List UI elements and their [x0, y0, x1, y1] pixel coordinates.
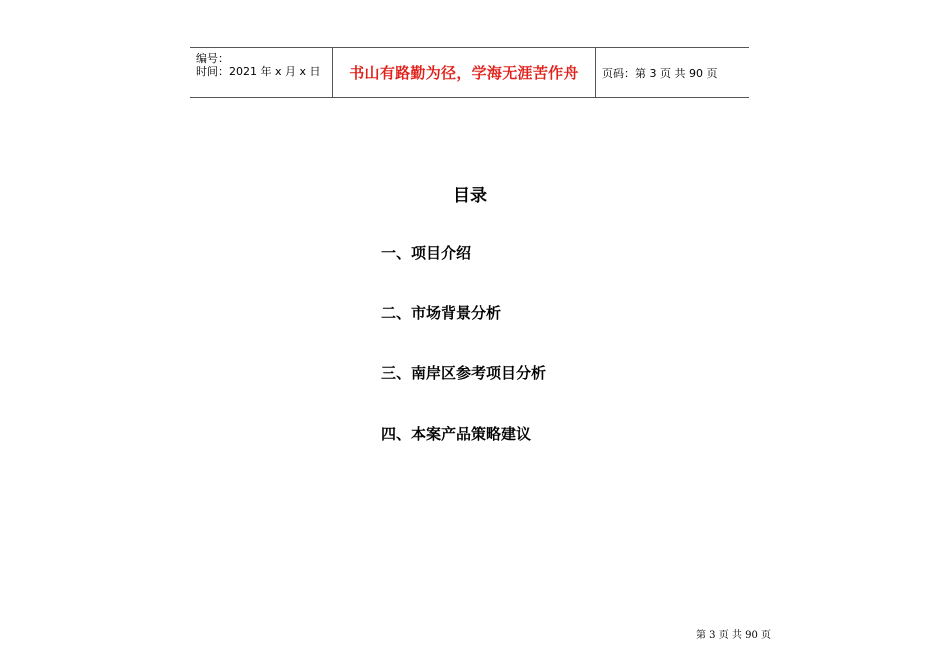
toc-title: 目录 — [453, 186, 487, 206]
footer-page-number: 第 3 页 共 90 页 — [696, 630, 771, 641]
toc-item: 三、南岸区参考项目分析 — [381, 364, 547, 382]
header-number-label: 编号： — [196, 52, 229, 65]
toc-item: 二、市场背景分析 — [381, 304, 502, 322]
header-page-code: 页码：第 3 页 共 90 页 — [602, 66, 718, 80]
header-time-label: 时间：2021 年 x 月 x 日 — [196, 65, 321, 78]
page-header — [190, 47, 749, 98]
toc-item: 一、项目介绍 — [381, 244, 472, 262]
header-motto: 书山有路勤为径，学海无涯苦作舟 — [333, 48, 596, 97]
header-meta-cell — [190, 48, 333, 97]
toc-item: 四、本案产品策略建议 — [381, 425, 532, 443]
